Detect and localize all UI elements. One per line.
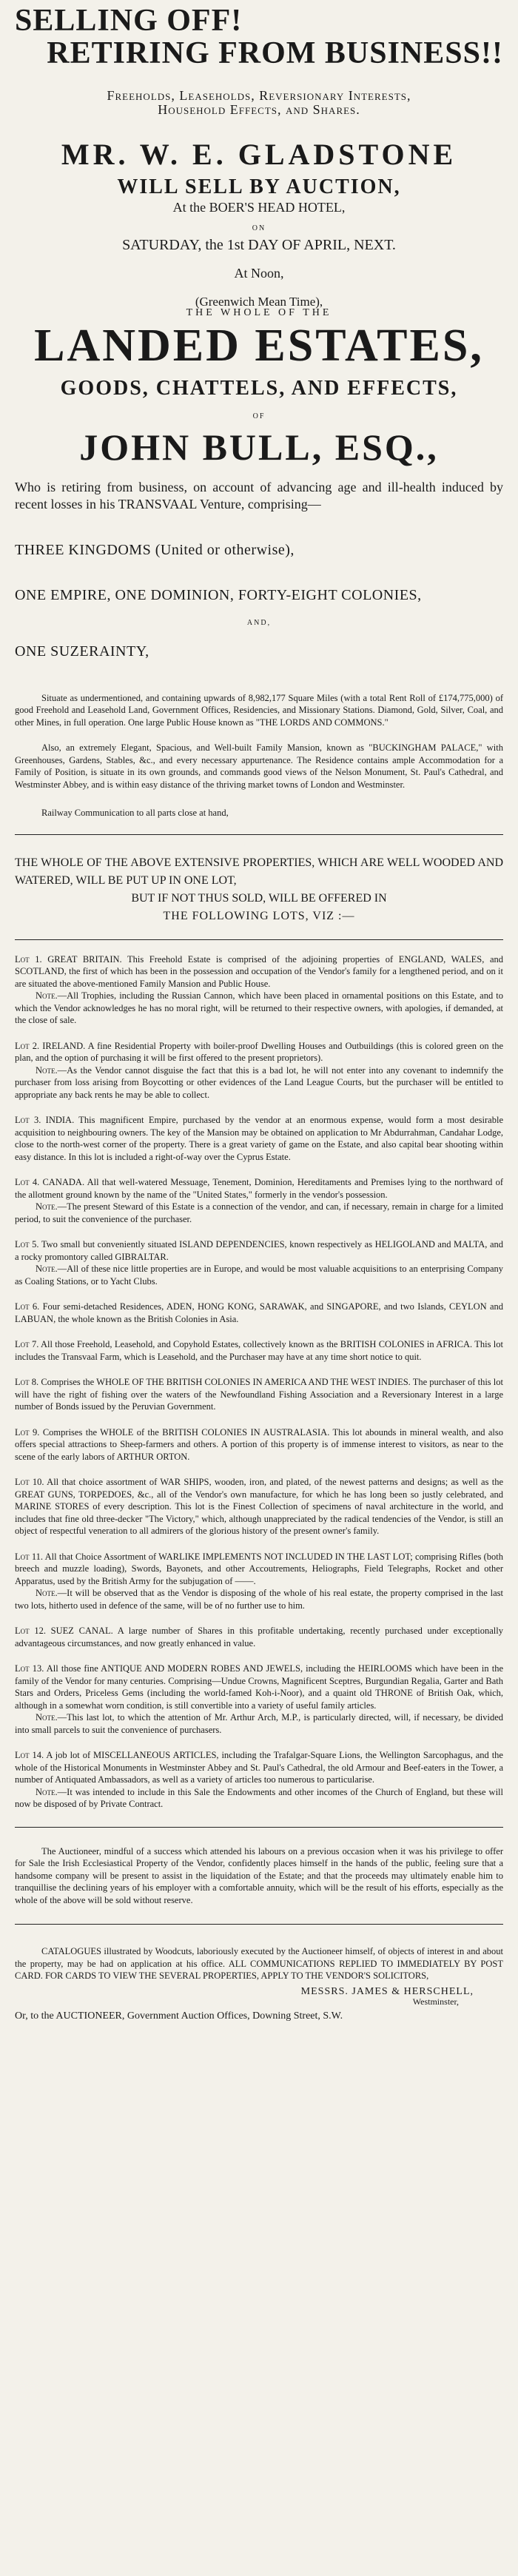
and-label: AND,	[246, 619, 272, 628]
following-lots: THE FOLLOWING LOTS, VIZ :—	[163, 909, 355, 922]
lot-14-text: Lot 14. A job lot of MISCELLANEOUS ARTICLES, including the Trafalgar-Square Lions, the Wellington Sarcophagus, and the whole of the Historical Monuments in Westminster Abbey and St. Paul's Cathedral, the old Armour and Beef-eaters in the Tower, a number of Antiquated Ambassadors, as well as a variety of articles too numerous to particularise.	[15, 1750, 503, 1785]
lot-label: Lot 6.	[15, 1301, 40, 1312]
lot-label: Lot 2.	[15, 1040, 40, 1051]
situate-text: Situate as undermentioned, and containing upwards of 8,982,177 Square Miles (with a total Rent Roll of £174,775,000) of good Freehold and Leasehold Land, Government Offices, Residencies, and Missionary Stations. Diamond, Gold, Silver, Coal, and other Mines, in full operation. One large Public House known as "THE LORDS AND COMMONS."	[15, 692, 503, 728]
solicitors-name: MESSRS. JAMES & HERSCHELL,	[300, 1985, 474, 1997]
owner-name: JOHN BULL, ESQ.,	[79, 426, 439, 469]
lot-11-note: Note.—It will be observed that as the Vendor is disposing of the whole of his real estate, the property comprised in the last two lots, hitherto used in defence of the same, will be of no further use to him.	[15, 1588, 503, 1611]
lot-7-text: Lot 7. All those Freehold, Leasehold, and Copyhold Estates, collectively known as the BRITISH COLONIES in AFRICA. This lot includes the Transvaal Farm, which is Leasehold, and the Purchaser may have at any time short notice to quit.	[15, 1339, 503, 1362]
situate-paragraph	[15, 692, 503, 729]
lot-item	[15, 1238, 503, 1287]
lot-label: Lot 4.	[15, 1177, 40, 1188]
auction-venue: At the BOER'S HEAD HOTEL,	[172, 200, 346, 215]
handbill	[7, 0, 511, 2022]
divider	[15, 939, 503, 940]
auction-time: At Noon,	[234, 265, 284, 281]
footer-auctioneer: Or, to the AUCTIONEER, Government Auction Offices, Downing Street, S.W.	[15, 2010, 343, 2022]
lot-item	[15, 1426, 503, 1463]
lot-4-note: Note.—The present Steward of this Estate is a connection of the vendor, and can, if necessary, remain in charge for a limited period, to suit the convenience of the purchaser.	[15, 1201, 503, 1224]
lot-9-text: Lot 9. Comprises the WHOLE of the BRITISH COLONIES IN AUSTRALASIA. This lot abounds in mineral wealth, and also offers special attractions to Sheep-farmers and others. A portion of this property is of immense interest to visitors, as near to the scene of the early labors of ARTHUR ORTON.	[15, 1426, 504, 1462]
lot-item	[15, 1663, 503, 1736]
subhead-freeholds: Freeholds, Leaseholds, Reversionary Interests,	[107, 88, 411, 104]
solicitors-place: Westminster,	[412, 1996, 459, 2008]
lot-label: Lot 13.	[15, 1663, 44, 1674]
intro-paragraph: Who is retiring from business, on account of advancing age and ill-health induced by recent losses in his TRANSVAAL Venture, comprising—	[15, 479, 503, 512]
lot-item	[15, 1301, 503, 1325]
lot-item	[15, 1476, 503, 1537]
lot-label: Lot 7.	[15, 1339, 39, 1350]
lot-label: Lot 14.	[15, 1750, 44, 1761]
headline-selling-off: SELLING OFF!	[15, 4, 243, 38]
lot-item	[15, 1338, 503, 1363]
lot-8-text: Lot 8. Comprises the WHOLE OF THE BRITISH COLONIES IN AMERICA AND THE WEST INDIES. The purchaser of this lot will have the right of fishing over the waters of the Newfoundland Fishing Association and a Reversionary Interest in a large number of Bonds issued by the Peruvian Government.	[15, 1377, 504, 1412]
lot-label: Lot 5.	[15, 1239, 39, 1250]
divider	[15, 834, 503, 835]
extensive-properties: THE WHOLE OF THE ABOVE EXTENSIVE PROPERTIES, WHICH ARE WELL WOODED AND WATERED, WILL BE PUT UP IN ONE LOT,	[15, 856, 503, 887]
lot-1-text: Lot 1. GREAT BRITAIN. This Freehold Estate is comprised of the adjoining properties of ENGLAND, WALES, and SCOTLAND, the first of which has been in the possession and occupation of the Vendor's family for a lengthened period, and on it are situated the above-mentioned Family Mansion and Public House.	[15, 953, 504, 989]
also-paragraph	[15, 742, 503, 791]
lot-label: Lot 1.	[15, 953, 42, 965]
catalogue-text: CATALOGUES illustrated by Woodcuts, laboriously executed by the Auctioneer himself, of objects of interest in and about the property, may be had on application at his office. ALL COMMUNICATIONS REPLIED TO IMMEDIATELY BY POST CARD. FOR CARDS TO VIEW THE SEVERAL PROPERTIES, APPLY TO THE VENDOR'S SOLICITORS,	[15, 1946, 503, 1982]
lot-2-note: Note.—As the Vendor cannot disguise the fact that this is a bad lot, he will not enter into any covenant to indemnify the purchaser from loss arising from Boycotting or other evidences of the Land League Courts, but the purchaser will be entitled to appropriate any back rents he may be able to collect.	[15, 1064, 503, 1100]
auctioneer-note	[15, 1845, 503, 1907]
lot-5-note: Note.—All of these nice little properties are in Europe, and would be most valuable acquisitions to an enterprising Company as Coaling Stations, or to Yacht Clubs.	[15, 1264, 503, 1287]
auctioneer-name: MR. W. E. GLADSTONE	[61, 137, 457, 171]
lot-14-note: Note.—It was intended to include in this Sale the Endowments and other incomes of the Church of England, but these will now be disposed of by Private Contract.	[15, 1786, 503, 1810]
lot-item	[15, 1551, 503, 1612]
headline-retiring: RETIRING FROM BUSINESS!!	[47, 36, 503, 71]
landed-estates-title: LANDED ESTATES,	[34, 321, 484, 372]
lot-item	[15, 1176, 503, 1225]
lot-3-text: Lot 3. INDIA. This magnificent Empire, purchased by the vendor at an enormous expense, would form a most desirable acquisition to neighbouring owners. The key of the Mansion may be obtained on application to Mr Abdurrahman, Candahar Lodge, close to the north-west corner of the property. There is a great variety of game on the Estate, and also capital bear shooting within easy distance. In this lot is included a right-of-way over the Cyprus Estate.	[15, 1115, 504, 1162]
lot-label: Lot 3.	[15, 1115, 41, 1126]
also-text: Also, an extremely Elegant, Spacious, and Well-built Family Mansion, known as "BUCKINGHAM PALACE," with Greenhouses, Gardens, Stables, &c., and every necessary appurtenance. The Residence contains ample Accommodation for a Family of Position, is situate in its own grounds, and commands good views of the Nelson Monument, St. Paul's Cathedral, and Westminster Abbey, and is within easy distance of the thriving market towns of London and Westminster.	[15, 742, 503, 790]
lot-11-text: Lot 11. All that Choice Assortment of WARLIKE IMPLEMENTS NOT INCLUDED IN THE LAST LOT; comprising Rifles (both breech and muzzle loading), Swords, Bayonets, and other Accoutrements, Heliographs, Field Telegraphs, Rocket and other Apparatus, used by the British Army for the subjugation of ——.	[15, 1551, 504, 1586]
lot-label: Lot 11.	[15, 1551, 44, 1562]
will-sell-by-auction: WILL SELL BY AUCTION,	[117, 175, 401, 198]
lot-6-text: Lot 6. Four semi-detached Residences, ADEN, HONG KONG, SARAWAK, and SINGAPORE, and two Islands, CEYLON and LABUAN, the whole known as the British Colonies in Asia.	[15, 1301, 504, 1324]
lot-4-text: Lot 4. CANADA. All that well-watered Messuage, Tenement, Dominion, Hereditaments and Premises lying to the northward of the allotment ground known by the name of the "United States," formerly in the vendor's possession.	[15, 1177, 503, 1200]
lot-item	[15, 953, 503, 1027]
divider	[15, 1827, 503, 1828]
auction-timezone: (Greenwich Mean Time),	[195, 294, 323, 309]
goods-chattels-title: GOODS, CHATTELS, AND EFFECTS,	[60, 377, 458, 400]
on-label: ON	[252, 224, 266, 233]
lot-label: Lot 8.	[15, 1377, 39, 1388]
auctioneer-note-text: The Auctioneer, mindful of a success which attended his labours on a previous occasion when it was his privilege to offer for Sale the Irish Ecclesiastical Property of the Vendor, confidently places himself in the hands of the public, feeling sure that a handsome company will be present to assist in the liquidation of the Estate; and that the proceeds may ultimately enable him to tranquillise the declining years of his employer with a comfortable annuity, which will be the result of his efforts, especially as the whole of the above will be sold without reserve.	[15, 1845, 503, 1905]
lot-10-text: Lot 10. All that choice assortment of WAR SHIPS, wooden, iron, and plated, of the newest patterns and designs; as well as the GREAT GUNS, TORPEDOES, &c., all of the Vendor's own manufacture, for which he has long been so justly celebrated, and MARINE STORES of every description. This lot is the Finest Collection of specimens of naval architecture in the world, and includes that fine old three-decker "The Victory," which, although unappreciated by the radical tendencies of the Vendor, is still an object of respectful veneration to all admirers of the glorious history of the present owner's family.	[15, 1477, 503, 1537]
lot-item	[15, 1376, 503, 1413]
lot-1-note: Note.—All Trophies, including the Russian Cannon, which have been placed in ornamental positions on this Estate, and to which the Vendor acknowledges he has no moral right, will be returned to their respective owners, with apologies, if demanded, at the close of sale.	[15, 990, 503, 1026]
lot-item	[15, 1749, 503, 1811]
lot-12-text: Lot 12. SUEZ CANAL. A large number of Shares in this profitable undertaking, recently purchased under exceptionally advantageous circumstances, and now greatly enhanced in value.	[15, 1626, 503, 1648]
whole-of-the: THE WHOLE OF THE	[186, 307, 332, 319]
lots-list	[15, 953, 503, 1811]
comprising-kingdoms: THREE KINGDOMS (United or otherwise),	[15, 542, 295, 559]
lot-13-text: Lot 13. All those fine ANTIQUE AND MODERN ROBES AND JEWELS, including the HEIRLOOMS which have been in the family of the Vendor for many centuries. Comprising—Undue Crowns, Magnificent Sceptres, Burgundian Regalia, Garter and Bath Stars and Orders, Priceless Gems (including the world-famed Koh-i-Noor), and a quaint old THRONE of British Oak, which, although in a somewhat worn condition, is still convertible into a variety of useful family articles.	[15, 1663, 503, 1711]
of-label: OF	[252, 412, 266, 420]
lot-2-text: Lot 2. IRELAND. A fine Residential Property with boiler-proof Dwelling Houses and Outbuildings (this is colored green on the plan, and the option of purchasing it will be first offered to the present proprietors).	[15, 1040, 503, 1064]
lot-item	[15, 1114, 503, 1163]
lot-label: Lot 10.	[15, 1477, 44, 1488]
lot-label: Lot 9.	[15, 1426, 40, 1438]
lot-label: Lot 12.	[15, 1626, 46, 1637]
comprising-empire: ONE EMPIRE, ONE DOMINION, FORTY-EIGHT COLONIES,	[15, 587, 422, 604]
lot-item	[15, 1040, 503, 1101]
auction-date: SATURDAY, the 1st DAY OF APRIL, NEXT.	[122, 236, 396, 253]
lot-5-text: Lot 5. Two small but conveniently situated ISLAND DEPENDENCIES, known respectively as HELIGOLAND and MALTA, and a rocky promontory called GIBRALTAR.	[15, 1239, 503, 1262]
subhead-household: Household Effects, and Shares.	[158, 102, 360, 118]
if-not-sold: BUT IF NOT THUS SOLD, WILL BE OFFERED IN	[131, 891, 387, 905]
railway-paragraph	[15, 807, 503, 819]
lot-13-note: Note.—This last lot, to which the attention of Mr. Arthur Arch, M.P., is particularly directed, will, if necessary, be divided into small parcels to suit the convenience of purchasers.	[15, 1712, 503, 1735]
divider	[15, 1924, 503, 1925]
lot-item	[15, 1625, 503, 1649]
comprising-suzerainty: ONE SUZERAINTY,	[15, 643, 149, 660]
railway-text: Railway Communication to all parts close at hand,	[41, 808, 229, 819]
catalogue-paragraph	[15, 1945, 503, 1982]
